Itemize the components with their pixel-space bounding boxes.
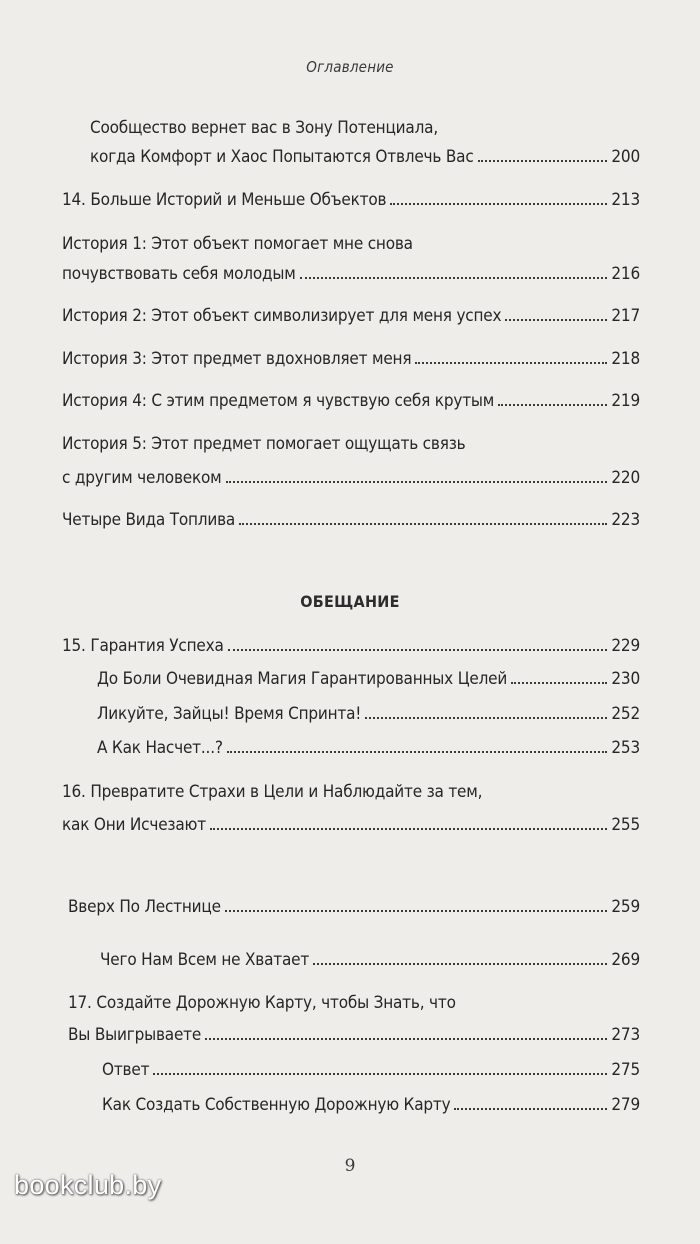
toc-entry	[100, 950, 640, 970]
leader-dots	[227, 751, 608, 753]
toc-entry-title: А Как Насчет...?	[97, 738, 223, 758]
toc-entry	[62, 510, 640, 530]
toc-entry	[62, 190, 640, 210]
toc-page-number: 213	[611, 190, 640, 210]
leader-dots	[505, 319, 607, 321]
toc-page-number: 279	[611, 1095, 640, 1115]
leader-dots	[210, 828, 607, 830]
toc-entry-title: Вверх По Лестнице	[68, 897, 221, 917]
leader-dots	[511, 682, 607, 684]
leader-dots	[228, 649, 608, 651]
leader-dots	[239, 523, 607, 525]
leader-dots	[313, 963, 607, 965]
section-title: ОБЕЩАНИЕ	[300, 592, 400, 611]
toc-entry-title: Ответ	[102, 1060, 150, 1080]
toc-entry-title: История 4: С этим предметом я чувствую себя крутым	[62, 391, 495, 411]
toc-entry	[62, 349, 640, 369]
toc-entry-title: 14. Больше Историй и Меньше Объектов	[62, 190, 387, 210]
leader-dots	[225, 910, 608, 912]
leader-dots	[300, 277, 608, 279]
toc-entry-title: когда Комфорт и Хаос Попытаются Отвлечь Вас	[90, 147, 474, 167]
toc-entry-continued-line: 17. Создайте Дорожную Карту, чтобы Знать, что	[68, 993, 456, 1013]
toc-entry	[97, 669, 640, 689]
toc-entry	[62, 468, 640, 488]
toc-entry-continued-line: История 1: Этот объект помогает мне снова	[62, 234, 413, 254]
toc-entry	[62, 636, 640, 656]
toc-entry-continued-line: Сообщество вернет вас в Зону Потенциала,	[90, 118, 438, 138]
toc-entry	[102, 1095, 640, 1115]
leader-dots	[478, 160, 608, 162]
toc-entry	[62, 815, 640, 835]
toc-entry-title: Вы Выигрываете	[68, 1025, 202, 1045]
toc-page-number: 259	[611, 897, 640, 917]
toc-page-number: 229	[611, 636, 640, 656]
toc-entry	[68, 897, 640, 917]
leader-dots	[205, 1038, 607, 1040]
toc-entry-continued-line: История 5: Этот предмет помогает ощущать связь	[62, 434, 466, 454]
toc-entry	[97, 738, 640, 758]
toc-entry	[62, 391, 640, 411]
toc-page-number: 223	[611, 510, 640, 530]
page-number: 9	[344, 1156, 356, 1176]
toc-entry	[102, 1060, 640, 1080]
toc-entry	[62, 306, 640, 326]
site-watermark: bookclub.by	[14, 1170, 162, 1200]
toc-entry	[68, 1025, 640, 1045]
toc-page-number: 253	[611, 738, 640, 758]
toc-page-number: 200	[611, 147, 640, 167]
toc-page-number: 220	[611, 468, 640, 488]
toc-entry	[62, 264, 640, 284]
toc-entry	[90, 147, 640, 167]
leader-dots	[415, 362, 607, 364]
toc-page-number: 275	[611, 1060, 640, 1080]
toc-page-number: 255	[611, 815, 640, 835]
toc-entry-title: с другим человеком	[62, 468, 222, 488]
toc-entry-title: 15. Гарантия Успеха	[62, 636, 224, 656]
toc-entry-title: Ликуйте, Зайцы! Время Спринта!	[97, 704, 362, 724]
toc-entry-continued-line: 16. Превратите Страхи в Цели и Наблюдайте за тем,	[62, 782, 483, 802]
toc-page-number: 230	[611, 669, 640, 689]
leader-dots	[153, 1073, 607, 1075]
leader-dots	[390, 203, 607, 205]
toc-page-number: 269	[611, 950, 640, 970]
toc-page-number: 218	[611, 349, 640, 369]
toc-entry-title: Чего Нам Всем не Хватает	[100, 950, 310, 970]
leader-dots	[226, 481, 608, 483]
toc-entry-title: Как Создать Собственную Дорожную Карту	[102, 1095, 451, 1115]
toc-entry	[97, 704, 640, 724]
toc-entry-title: почувствовать себя молодым	[62, 264, 296, 284]
leader-dots	[498, 404, 607, 406]
toc-entry-title: Четыре Вида Топлива	[62, 510, 236, 530]
toc-page-number: 216	[611, 264, 640, 284]
toc-page-number: 219	[611, 391, 640, 411]
leader-dots	[454, 1108, 607, 1110]
toc-page-number: 252	[611, 704, 640, 724]
toc-entry-title: До Боли Очевидная Магия Гарантированных Целей	[97, 669, 508, 689]
leader-dots	[365, 717, 607, 719]
toc-entry-title: История 2: Этот объект символизирует для меня успех	[62, 306, 502, 326]
toc-page-number: 273	[611, 1025, 640, 1045]
toc-page-number: 217	[611, 306, 640, 326]
toc-entry-title: как Они Исчезают	[62, 815, 206, 835]
running-head: Оглавление	[306, 58, 394, 76]
toc-entry-title: История 3: Этот предмет вдохновляет меня	[62, 349, 412, 369]
